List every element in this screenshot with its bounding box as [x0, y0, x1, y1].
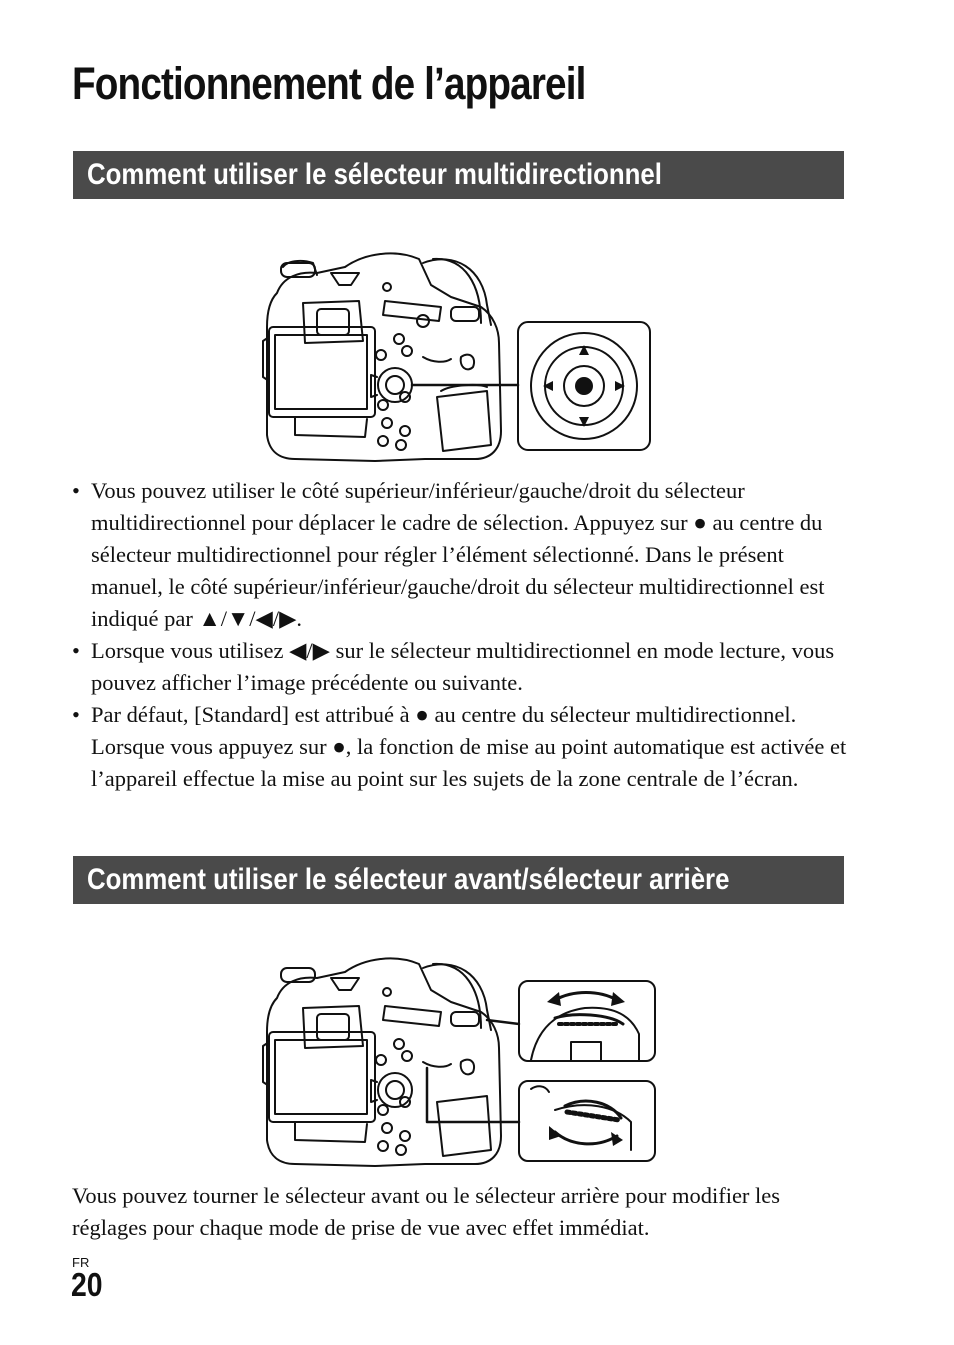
- section-heading-text: Comment utiliser le sélecteur avant/sélecteur arrière: [87, 863, 730, 896]
- page-number: 20: [71, 1266, 103, 1303]
- list-item: • Lorsque vous utilisez ◀/▶ sur le sélecteur multidirectionnel en mode lecture, vous pouvez afficher l’image précédente ou suivante.: [72, 635, 852, 699]
- dials-description: Vous pouvez tourner le sélecteur avant ou le sélecteur arrière pour modifier les réglages pour chaque mode de prise de vue avec effet immédiat.: [72, 1183, 781, 1240]
- multi-selector-bullet-list: [72, 475, 852, 795]
- list-item: • Vous pouvez utiliser le côté supérieur/inférieur/gauche/droit du sélecteur multidirectionnel pour déplacer le cadre de sélection. Appuyez sur ● au centre du sélecteur multidirectionnel pour régler l’élément sélectionné. Dans le présent manuel, le côté supérieur/inférieur/gauche/droit du sélecteur multidirectionnel est indiqué par ▲/▼/◀/▶.: [72, 475, 852, 635]
- page-title: Fonctionnement de l’appareil: [72, 58, 586, 109]
- section-heading-multidirectional: [73, 151, 844, 199]
- section-heading-text: Comment utiliser le sélecteur multidirectionnel: [87, 158, 662, 191]
- camera-multi-selector-illustration: [255, 245, 655, 470]
- camera-dials-illustration: [255, 950, 665, 1172]
- language-code: FR: [72, 1255, 90, 1270]
- section-heading-dials: [73, 856, 844, 904]
- list-item: • Par défaut, [Standard] est attribué à ● au centre du sélecteur multidirectionnel. Lorsque vous appuyez sur ●, la fonction de mise au point automatique est activée et l’appareil effectue la mise au point sur les sujets de la zone centrale de l’écran.: [72, 699, 852, 795]
